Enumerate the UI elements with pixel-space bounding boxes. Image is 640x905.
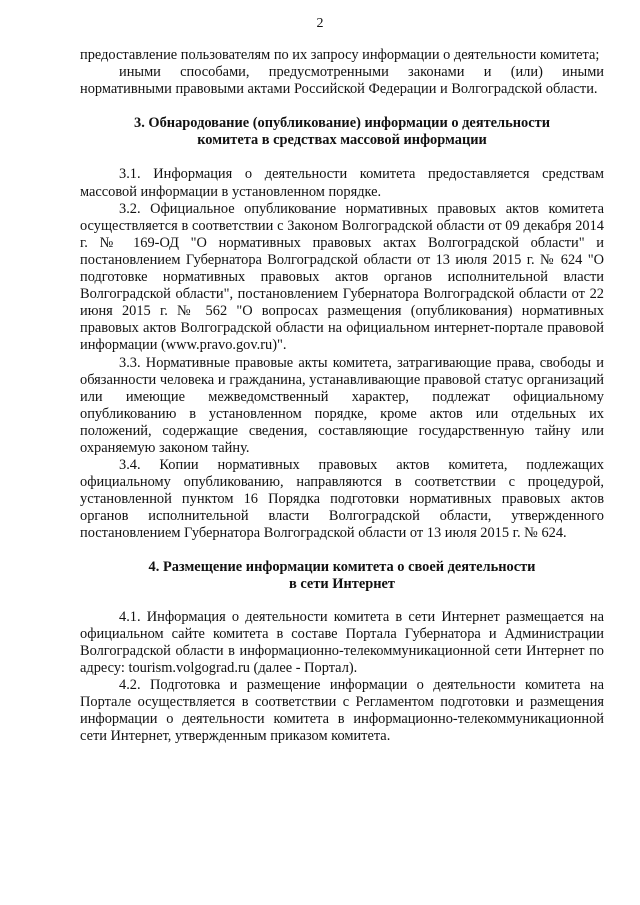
paragraph-3-2: 3.2. Официальное опубликование нормативных правовых актов комитета осуществляется в соответствии с Законом Волгоградской области от 09 декабря 2014 г. № 169-ОД "О нормативных правовых актах Волгоградской области" и постановлением Губернатора Волгоградской области от 13 июля 2015 г. № 624 "О подготовке нормативных правовых актов органов исполнительной власти Волгоградской области", постановлением Губернатора Волгоградской области от 22 июня 2015 г. № 562 "О вопросах размещения (опубликования) нормативных правовых актов Волгоградской области на официальном интернет-портале правовой информации (www.pravo.gov.ru)". xyxy=(80,200,604,354)
paragraph-3-3: 3.3. Нормативные правовые акты комитета, затрагивающие права, свободы и обязанности человека и гражданина, устанавливающие правовой статус организаций или имеющие межведомственный характер, подлежат официальному опубликованию в установленном порядке, кроме актов или отдельных их положений, содержащие сведения, составляющие государственную тайну или охраняемую законом тайну. xyxy=(80,354,604,456)
section-3-heading xyxy=(80,115,604,149)
paragraph-4-2: 4.2. Подготовка и размещение информации о деятельности комитета на Портале осуществляется в соответствии с Регламентом подготовки и размещения информации о деятельности комитета в информационно-телекоммуникационной сети Интернет, утвержденным приказом комитета. xyxy=(80,677,604,745)
section-3-heading-line-2: комитета в средствах массовой информации xyxy=(197,132,487,149)
document-body xyxy=(80,47,604,745)
section-3-heading-line-1: 3. Обнародование (опубликование) информации о деятельности xyxy=(134,115,550,132)
page-number: 2 xyxy=(316,16,324,31)
paragraph-3-1: 3.1. Информация о деятельности комитета предоставляется средствам массовой информации в установленном порядке. xyxy=(80,166,604,200)
section-4-heading xyxy=(80,559,604,593)
paragraph-3-4: 3.4. Копии нормативных правовых актов комитета, подлежащих официальному опубликованию, направляются в соответствии с процедурой, установленной пунктом 16 Порядка подготовки нормативных правовых актов органов исполнительной власти Волгоградской области, утвержденного постановлением Губернатора Волгоградской области от 13 июля 2015 г. № 624. xyxy=(80,457,604,542)
intro-paragraph-2: иными способами, предусмотренными законами и (или) иными нормативными правовыми актами Российской Федерации и Волгоградской области. xyxy=(80,64,604,98)
intro-paragraph-1: предоставление пользователям по их запросу информации о деятельности комитета; xyxy=(80,47,600,63)
paragraph-4-1: 4.1. Информация о деятельности комитета в сети Интернет размещается на официальном сайте комитета в составе Портала Губернатора и Администрации Волгоградской области в информационно-телекоммуникационной сети Интернет по адресу: tourism.volgograd.ru (далее - Портал). xyxy=(80,608,604,676)
section-4-heading-line-2: в сети Интернет xyxy=(289,575,395,592)
section-4-heading-line-1: 4. Размещение информации комитета о своей деятельности xyxy=(148,558,536,575)
